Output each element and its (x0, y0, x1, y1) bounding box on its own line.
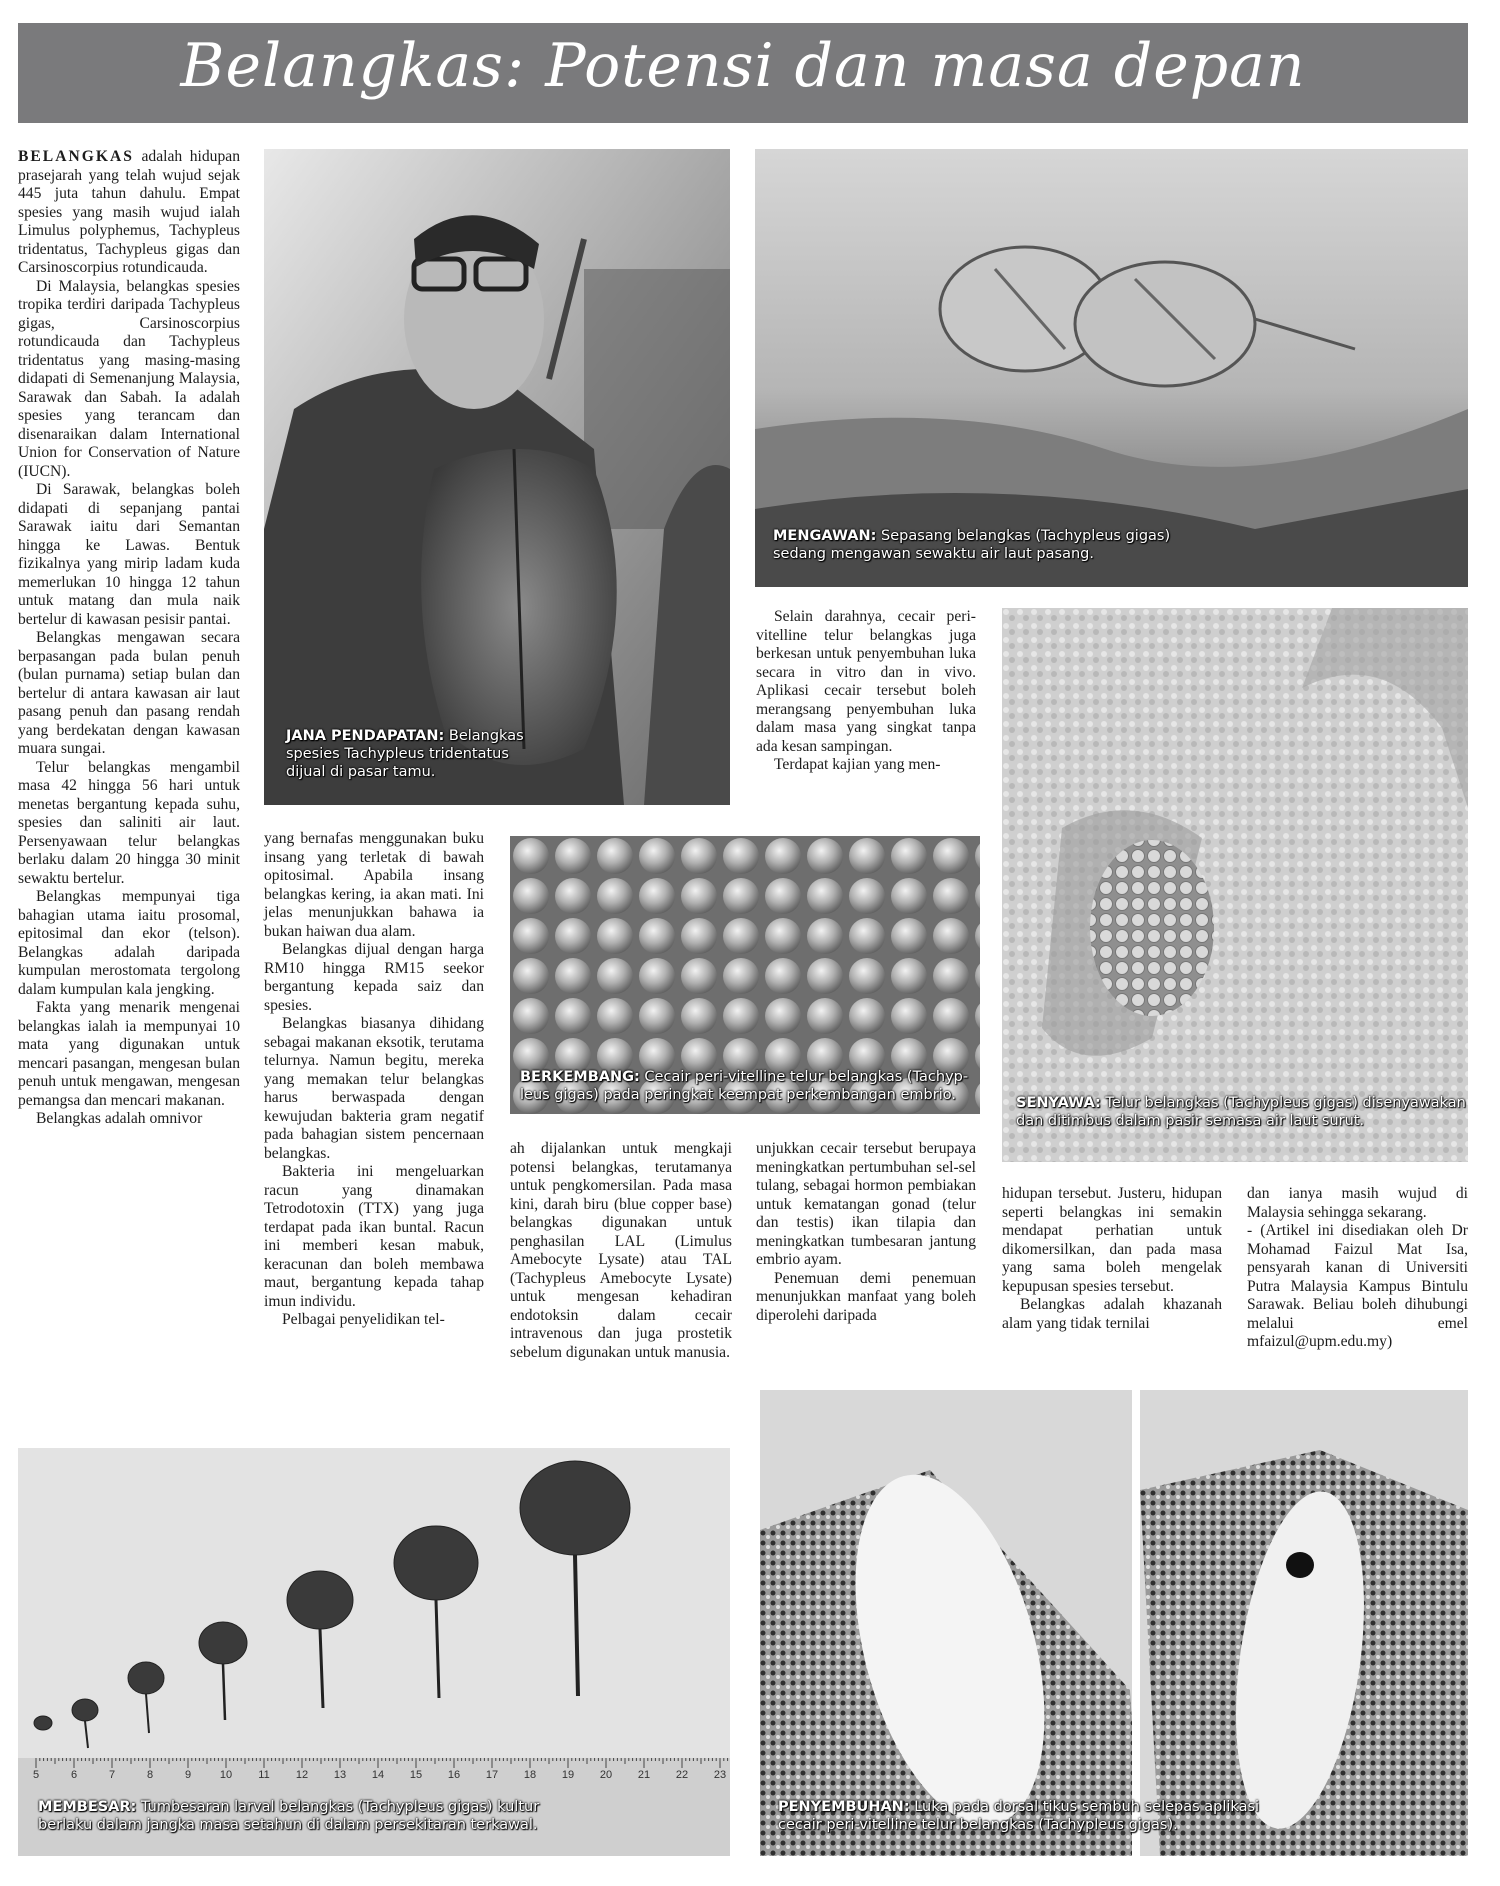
ruler-number: 17 (485, 1769, 499, 1781)
photo-penyembuhan (760, 1390, 1468, 1856)
caption-senyawa: SENYAWA: Telur belangkas (Tachypleus gigas) disenyawakan dan ditimbus dalam pasir semasa air laut surut. (1016, 1095, 1466, 1129)
ruler-number: 23 (713, 1769, 727, 1781)
article-column-6 (1247, 1185, 1468, 1352)
article-paragraph: Fakta yang menarik mengenai belangkas ialah ia mempunyai 10 mata yang digunakan untuk mencari pasangan, mengesan bulan penuh untuk mengawan, mengesan pemangsa dan mencari makanan. (18, 999, 240, 1109)
article-paragraph: Belangkas mempunyai tiga bahagian utama iaitu prosomal, epitosimal dan ekor (telson). Belangkas adalah daripada kumpulan merostomata tergolong dalam kumpulan kala jengking. (18, 888, 240, 998)
article-column-5 (1002, 1185, 1222, 1333)
article-paragraph: Belangkas adalah omnivor (36, 1110, 203, 1127)
article-paragraph: Penemuan demi penemuan menunjukkan manfaat yang boleh diperolehi daripada (756, 1269, 976, 1324)
article-paragraph: Belangkas biasanya dihidang sebagai makanan eksotik, terutama telurnya. Namun begitu, mereka yang memakan telur belangkas harus berwaspada dengan kewujudan bakteria gram negatif pada bahagian sistem pencernaan belangkas. (264, 1015, 484, 1162)
article-paragraph: hidupan tersebut. Justeru, hidupan seperti belangkas ini semakin mendapat perhatian untuk dikomersilkan, dan pada masa yang sama boleh mengelak kepupusan spesies tersebut. (1002, 1185, 1222, 1295)
ruler-number: 8 (146, 1769, 154, 1781)
article-column-3 (510, 1140, 732, 1362)
ruler-number: 22 (675, 1769, 689, 1781)
article-paragraph: Belangkas adalah khazanah alam yang tidak ternilai (1002, 1296, 1222, 1332)
ruler-number: 7 (108, 1769, 116, 1781)
article-paragraph: Telur belangkas mengambil masa 42 hingga 56 hari untuk menetas bergantung kepada suhu, spesies dan saliniti air laut. Persenyawaan telur belangkas berlaku dalam 20 hingga 30 minit sewaktu bertelur. (18, 758, 240, 887)
article-column-4-top (756, 608, 976, 775)
article-column-4-bottom (756, 1140, 976, 1325)
caption-berkembang: BERKEMBANG: Cecair peri-vitelline telur belangkas (Tachyp- leus gigas) pada peringkat keempat perkembangan embrio. (520, 1069, 969, 1103)
article-paragraph: ah dijalankan untuk mengkaji potensi belangkas, terutamanya untuk pengkomersilan. Pada masa kini, darah biru (blue copper base) belangkas digunakan untuk penghasilan LAL (Limulus Amebocyte Lysate) atau TAL (Tachypleus Amebocyte Lysate) untuk mengesan kehadiran endotoksin dalam cecair intravenous dan juga prostetik sebelum digunakan untuk manusia. (510, 1140, 732, 1361)
article-paragraph: BELANGKAS adalah hidupan prasejarah yang telah wujud sejak 445 juta tahun dahulu. Empat spesies yang masih wujud ialah Limulus polyphemus, Tachypleus tridentatus, Tachypleus gigas dan Carsinoscorpius rotundicauda. (18, 148, 240, 276)
ruler-number: 10 (219, 1769, 233, 1781)
article-paragraph: Belangkas mengawan secara berpasangan pada bulan penuh (bulan purnama) setiap bulan dan bertelur di antara kawasan air laut pasang penuh dan pasang rendah yang berdekatan dengan kawasan muara sungai. (18, 629, 240, 757)
article-paragraph: Pelbagai penyelidikan tel- (282, 1311, 445, 1328)
article-paragraph: - (Artikel ini disediakan oleh Dr Mohamad Faizul Mat Isa, pensyarah kanan di Universiti Putra Malaysia Kampus Bintulu Sarawak. Beliau boleh dihubungi melalui emel mfaizul@upm.edu.my) (1247, 1222, 1468, 1350)
caption-penyembuhan: PENYEMBUHAN: Luka pada dorsal tikus sembuh selepas aplikasi cecair peri-vitelline telur belangkas (Tachypleus gigas). (778, 1799, 1260, 1833)
article-paragraph: Bakteria ini mengeluarkan racun yang dinamakan Tetrodotoxin (TTX) yang juga terdapat pada ikan buntal. Racun ini memberi kesan mabuk, keracunan dan boleh membawa maut, bergantung kepada tahap imun individu. (264, 1163, 484, 1310)
article-paragraph: unjukkan cecair tersebut berupaya meningkatkan pertumbuhan sel-sel tulang, sebagai hormon pembiakan untuk kematangan gonad (telur dan testis) ikan tilapia dan meningkatkan tumbesaran jantung embrio ayam. (756, 1140, 976, 1268)
article-column-1 (18, 148, 240, 1129)
article-paragraph: Belangkas dijual dengan harga RM10 hingga RM15 seekor bergantung kepada saiz dan spesies. (264, 941, 484, 1014)
ruler-number: 20 (599, 1769, 613, 1781)
caption-mengawan: MENGAWAN: Sepasang belangkas (Tachypleus gigas) sedang mengawan sewaktu air laut pasang. (773, 528, 1171, 562)
article-paragraph: Di Sarawak, belangkas boleh didapati di sepanjang pantai Sarawak iaitu dari Semantan hingga ke Lawas. Bentuk fizikalnya yang mirip ladam kuda memerlukan 10 hingga 12 tahun untuk matang dan mula naik bertelur di kawasan pesisir pantai. (18, 481, 240, 628)
photo-mengawan (755, 149, 1468, 587)
photo-senyawa (1002, 608, 1468, 1162)
headline-banner (18, 23, 1468, 123)
caption-jana-pendapatan: JANA PENDAPATAN: Belangkas spesies Tachypleus tridentatus dijual di pasar tamu. (286, 728, 524, 780)
ruler-number: 5 (32, 1769, 40, 1781)
ruler-number: 6 (70, 1769, 78, 1781)
ruler-number: 12 (295, 1769, 309, 1781)
ruler-number: 21 (637, 1769, 651, 1781)
photo-membesar (18, 1448, 730, 1856)
ruler-number: 13 (333, 1769, 347, 1781)
ruler-number: 18 (523, 1769, 537, 1781)
ruler-number: 19 (561, 1769, 575, 1781)
ruler (18, 1448, 730, 1856)
ruler-number: 16 (447, 1769, 461, 1781)
article-lead-word: BELANGKAS (18, 148, 134, 165)
article-paragraph: Selain darahnya, cecair peri-vitelline telur belangkas juga berkesan untuk penyembuhan luka secara in vitro dan in vivo. Aplikasi cecair tersebut boleh merangsang penyembuhan luka dalam masa yang singkat tanpa ada kesan sampingan. (756, 608, 976, 755)
article-column-2 (264, 830, 484, 1330)
article-paragraph: Di Malaysia, belangkas spesies tropika terdiri daripada Tachypleus gigas, Carsinoscorpius rotundicauda dan Tachypleus tridentatus yang masing-masing didapati di Semenanjung Malaysia, Sarawak dan Sabah. Ia adalah spesies yang terancam dan disenaraikan dalam International Union for Conservation of Nature (IUCN). (18, 277, 240, 480)
ruler-number: 14 (371, 1769, 385, 1781)
headline-title: Belangkas: Potensi dan masa depan (180, 31, 1306, 101)
ruler-number: 15 (409, 1769, 423, 1781)
photo-jana-pendapatan (264, 149, 730, 805)
photo-berkembang (510, 836, 980, 1114)
caption-membesar: MEMBESAR: Tumbesaran larval belangkas (Tachypleus gigas) kultur berlaku dalam jangka masa setahun di dalam persekitaran terkawal. (38, 1799, 540, 1833)
ruler-number: 9 (184, 1769, 192, 1781)
article-paragraph: Terdapat kajian yang men- (774, 756, 941, 773)
article-paragraph: yang bernafas menggunakan buku insang yang terletak di bawah opitosimal. Apabila insang belangkas kering, ia akan mati. Ini jelas menunjukkan bahawa ia bukan haiwan dua alam. (264, 830, 484, 940)
article-paragraph: dan ianya masih wujud di Malaysia sehingga sekarang. (1247, 1185, 1468, 1221)
ruler-number: 11 (258, 1769, 270, 1781)
